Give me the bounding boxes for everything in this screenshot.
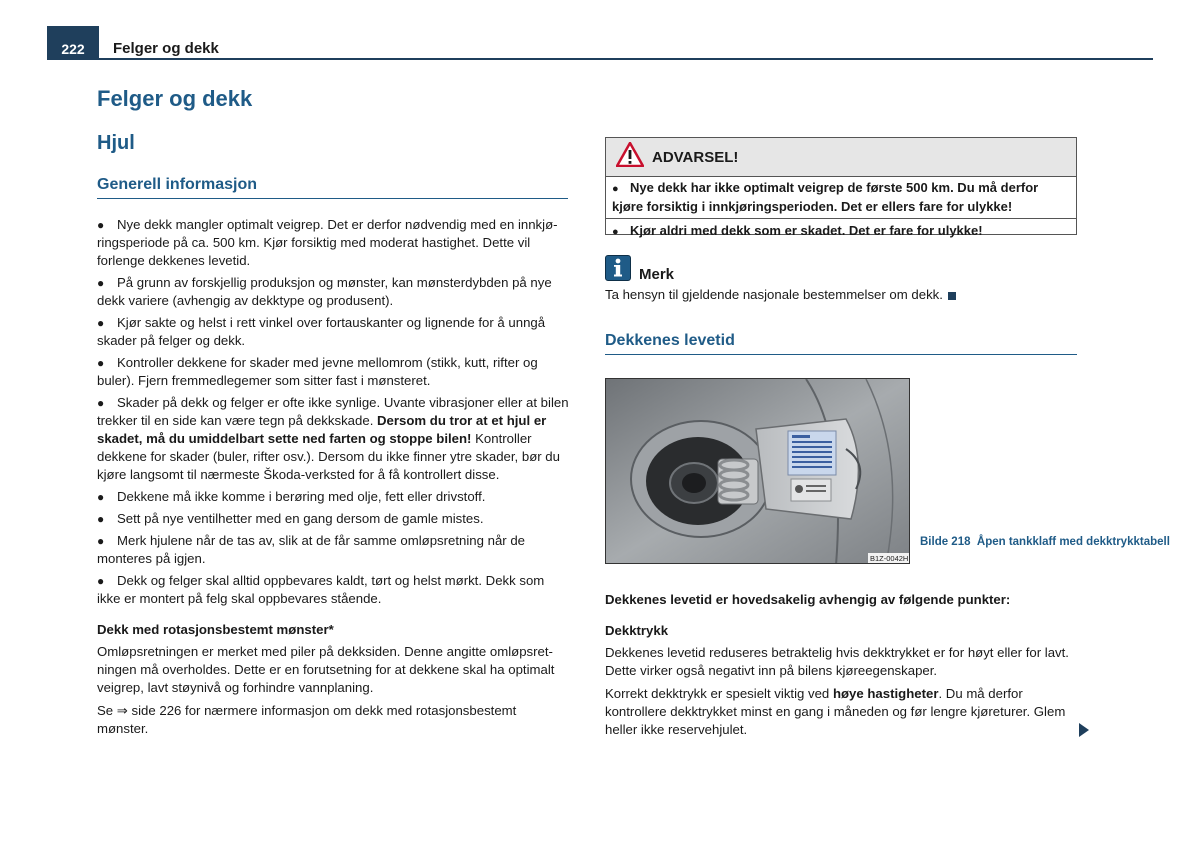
running-header: Felger og dekk <box>113 40 219 57</box>
see-reference: Se ⇒ side 226 for nærmere informasjon om dekk med rotasjonsbestemt mønster. <box>97 703 517 736</box>
lead-text: Dekkenes levetid er hovedsakelig avhengig av følgende punkter: <box>605 592 1011 607</box>
header-rule <box>99 58 1153 60</box>
list-item: ● Kjør sakte og helst i rett vinkel over fortauskanter og lignende for å unngå skader på felger og dekk. <box>97 315 546 348</box>
divider <box>606 218 1076 219</box>
fuel-flap-image <box>605 378 910 564</box>
pressure-heading: Dekktrykk <box>605 623 669 638</box>
list-item: ● Merk hjulene når de tas av, slik at de får samme omløpsretning når de monteres på igjen. <box>97 533 526 566</box>
right-column <box>605 591 1079 744</box>
section-title: Hjul <box>97 132 135 154</box>
figure-caption: Bilde 218 Åpen tankklaff med dekktrykktabell <box>920 536 1170 548</box>
warning-item: ● Nye dekk har ikke optimalt veigrep de første 500 km. Du må derfor kjøre forsiktig i innkjøringsperioden. Det er ellers fare for ulykke! <box>612 180 1039 214</box>
warning-box <box>605 137 1077 238</box>
page-number: 222 <box>47 26 99 60</box>
note-title: Merk <box>639 266 675 283</box>
info-icon <box>605 255 631 281</box>
warning-header <box>606 138 1076 177</box>
general-info-heading: Generell informasjon <box>97 176 258 193</box>
warning-triangle-icon <box>616 142 644 172</box>
list-item: ● Sett på nye ventilhetter med en gang dersom de gamle mistes. <box>97 511 484 526</box>
note-header <box>605 255 674 281</box>
list-item: ● Kontroller dekkene for skader med jevne mellomrom (stikk, kutt, rifter og buler). Fjern fremmedlegemer som sitter fast i mønsteret. <box>97 355 538 388</box>
list-item: ● Dekk og felger skal alltid oppbevares kaldt, tørt og helst mørkt. Dekk som ikke er montert på felg skal oppbevares stående. <box>97 573 545 606</box>
list-item: ● På grunn av forskjellig produksjon og mønster, kan mønsterdybden på nye dekk variere (avhengig av dekktype og produsent). <box>97 275 552 308</box>
tire-life-heading: Dekkenes levetid <box>605 332 735 349</box>
list-item: ● Nye dekk mangler optimalt veigrep. Det er derfor nødvendig med en innkjø-ringsperiode på ca. 500 km. Kjør forsiktig med moderat hastighet. Dette vil forlenge dekkenes levetid. <box>97 217 558 268</box>
warning-item: ● Kjør aldri med dekk som er skadet. Det er fare for ulykke! <box>612 223 983 238</box>
left-column <box>97 216 571 743</box>
chapter-title: Felger og dekk <box>97 86 253 111</box>
heading-rule <box>97 198 568 199</box>
pressure-paragraph: Dekkenes levetid reduseres betraktelig hvis dekktrykket er for høyt eller for lavt. Dette virker også negativt inn på bilens kjøreegenskaper. <box>605 645 1069 678</box>
figure-code: B1Z-0042H <box>870 554 909 563</box>
rotation-heading: Dekk med rotasjonsbestemt mønster* <box>97 622 334 637</box>
warning-title: ADVARSEL! <box>652 148 739 166</box>
end-mark <box>948 292 956 300</box>
list-item: ● Skader på dekk og felger er ofte ikke synlige. Uvante vibrasjoner eller at bilen trekker til en side kan være tegn på dekkskade. Dersom du tror at et hjul er skadet, må du umiddelbart sette ned farten og stoppe bilen! Kontroller dekkene for skader (buler, rifter osv.). Dersom du ikke finner ytre skader, bør du kjøre langsomt til nærmeste Škoda-verksted for å få kontrollert disse. <box>97 395 569 482</box>
rotation-text: Omløpsretningen er merket med piler på dekksiden. Denne angitte omløpsret-ningen må overholdes. Dette er en forutsetning for at dekkene skal ha optimalt veigrep, lavt støynivå og forhindre vannplaning. <box>97 644 555 695</box>
list-item: ● Dekkene må ikke komme i berøring med olje, fett eller drivstoff. <box>97 489 486 504</box>
heading-rule <box>605 354 1077 355</box>
note-text: Ta hensyn til gjeldende nasjonale bestemmelser om dekk. <box>605 286 956 304</box>
pressure-paragraph-2: Korrekt dekktrykk er spesielt viktig ved høye hastigheter. Du må derfor kontrollere dekktrykket minst en gang i måneden og før lengre kjøreturer. Glem heller ikke reservehjulet. <box>605 686 1066 737</box>
continue-arrow-icon <box>1078 722 1090 743</box>
